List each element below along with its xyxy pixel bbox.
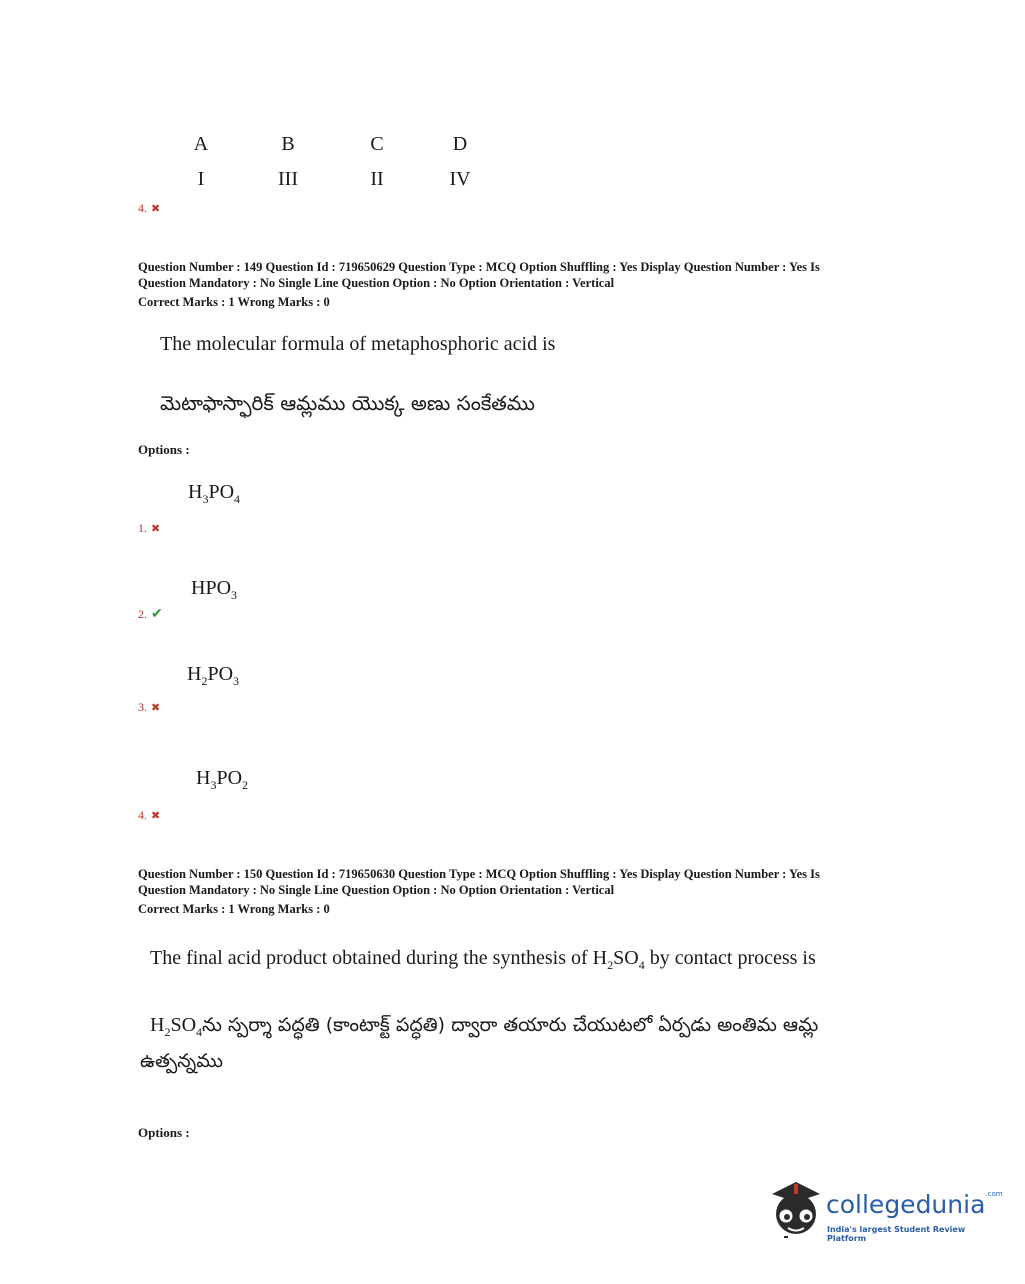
match-value-a: I	[197, 168, 205, 190]
wrong-icon: ✖	[151, 523, 161, 535]
logo-wordmark	[826, 1190, 1003, 1219]
q149-options-label: Options :	[138, 442, 190, 457]
q149-meta-line3: Correct Marks : 1 Wrong Marks : 0	[138, 295, 330, 309]
match-header-b: B	[281, 133, 295, 155]
option-number: 3.	[138, 700, 147, 714]
q150-stem-telugu-line1	[150, 1014, 818, 1041]
q149-stem-telugu: మెటాఫాస్ఫారిక్ ఆమ్లము యొక్క అణు సంకేతము	[160, 391, 535, 415]
formula-part: HPO	[191, 577, 232, 599]
formula-part: PO	[207, 663, 234, 685]
prev-option-4	[138, 201, 160, 216]
stem-text: ను స్పర్శా పద్ధతి (కాంటాక్ట్ పద్ధతి) ద్వారా తయారు చేయుటలో ఏర్పడు అంతిమ ఆమ్ల	[202, 1014, 819, 1036]
match-value-b: III	[278, 168, 298, 190]
formula-subscript: 4	[196, 1025, 203, 1039]
option-number: 1.	[138, 521, 147, 535]
wrong-icon: ✖	[151, 810, 161, 822]
option-number: 2.	[138, 607, 147, 621]
correct-check-icon: ✔	[151, 607, 163, 622]
q149-meta	[138, 259, 918, 310]
formula-subscript: 3	[210, 778, 217, 792]
q149-option-3-number	[138, 700, 160, 715]
option-number: 4.	[138, 808, 147, 822]
formula-part: H	[196, 767, 211, 789]
q150-options-label: Options :	[138, 1125, 190, 1140]
q149-option-1-number	[138, 521, 160, 536]
formula-part: H	[188, 481, 203, 503]
match-header-c: C	[370, 133, 384, 155]
stem-text: by contact process is	[649, 947, 816, 969]
match-header-a: A	[193, 133, 209, 155]
q150-stem-english	[150, 947, 816, 973]
formula-subscript: 3	[231, 588, 238, 602]
formula-subscript: 3	[233, 674, 240, 688]
formula-subscript: 4	[638, 958, 645, 972]
formula-part: PO	[216, 767, 243, 789]
stem-text: The final acid product obtained during the synthesis of	[150, 947, 588, 969]
q150-meta	[138, 866, 918, 917]
formula-part: H	[592, 947, 608, 969]
stem-formula	[592, 947, 645, 972]
q149-option-4-formula	[196, 767, 248, 793]
q150-stem-telugu-line2: ఉత్పన్నము	[140, 1050, 223, 1072]
logo-suffix: .com	[985, 1190, 1003, 1198]
stem-formula	[150, 1014, 203, 1039]
formula-subscript: 2	[201, 674, 208, 688]
formula-part: PO	[208, 481, 235, 503]
formula-subscript: 4	[234, 492, 241, 506]
formula-part: H	[150, 1014, 165, 1036]
formula-part: H	[187, 663, 202, 685]
match-header-d: D	[452, 133, 468, 155]
formula-subscript: 2	[164, 1025, 171, 1039]
wrong-icon: ✖	[151, 203, 161, 215]
match-value-d: IV	[449, 168, 471, 190]
wrong-icon: ✖	[151, 702, 161, 714]
logo-name: collegedunia	[826, 1190, 986, 1219]
match-value-c: II	[370, 168, 384, 190]
logo-tagline: India's largest Student Review Platform	[827, 1225, 966, 1243]
q150-meta-line2: Question Mandatory : No Single Line Question Option : No Option Orientation : Vertical	[138, 883, 615, 897]
q149-option-1-formula	[188, 481, 240, 507]
formula-subscript: 2	[607, 958, 614, 972]
q149-option-4-number	[138, 808, 160, 823]
q150-meta-line3: Correct Marks : 1 Wrong Marks : 0	[138, 902, 330, 916]
formula-subscript: 2	[242, 778, 249, 792]
q149-stem-english: The molecular formula of metaphosphoric acid is	[160, 333, 556, 355]
mascot-icon	[766, 1176, 826, 1246]
q149-meta-line1: Question Number : 149 Question Id : 719650629 Question Type : MCQ Option Shuffling : Yes Display Question Number : Yes Is	[138, 260, 820, 274]
formula-subscript: 3	[202, 492, 209, 506]
q149-option-3-formula	[187, 663, 239, 689]
option-number: 4.	[138, 201, 147, 215]
formula-part: SO	[613, 947, 639, 969]
q149-meta-line2: Question Mandatory : No Single Line Question Option : No Option Orientation : Vertical	[138, 276, 615, 290]
q149-option-2-number	[138, 606, 163, 623]
q150-meta-line1: Question Number : 150 Question Id : 719650630 Question Type : MCQ Option Shuffling : Yes Display Question Number : Yes Is	[138, 867, 820, 881]
formula-part: SO	[170, 1014, 197, 1036]
q149-option-2-formula	[191, 577, 237, 603]
collegedunia-logo[interactable]	[766, 1176, 1003, 1246]
